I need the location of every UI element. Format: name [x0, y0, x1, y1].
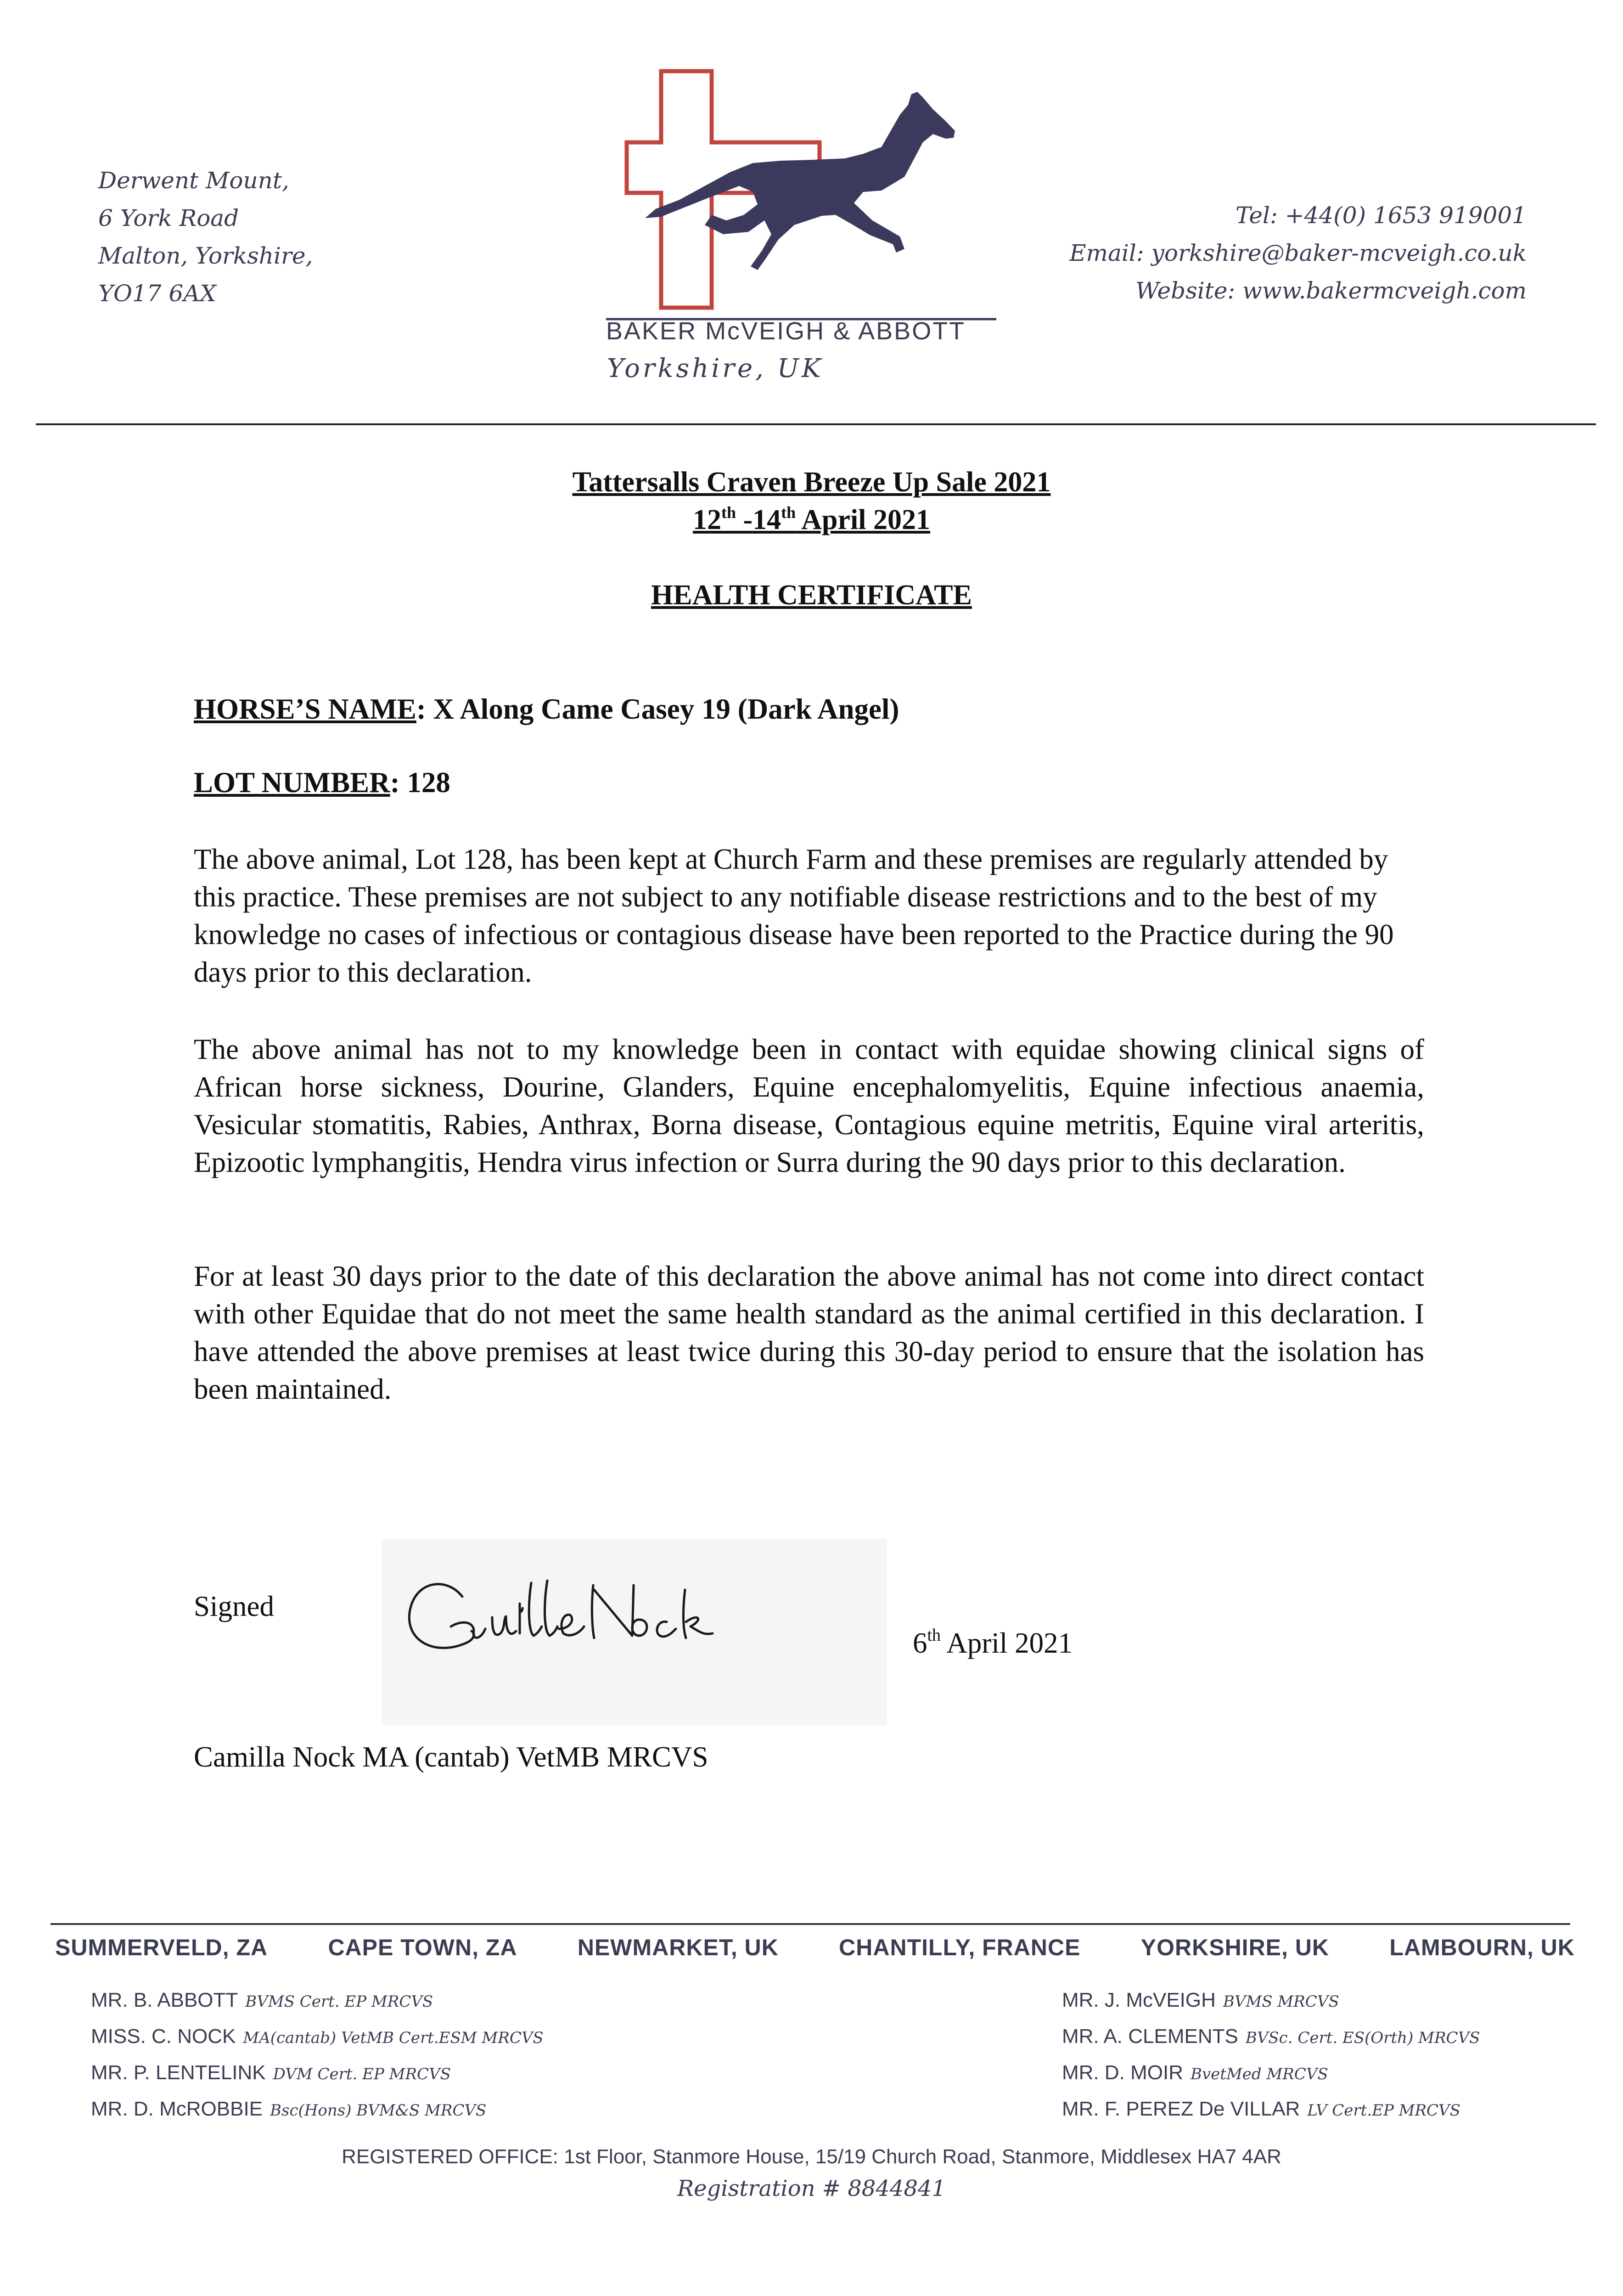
address-line: YO17 6AX [98, 280, 217, 307]
staff-list-right [1062, 1983, 1480, 2128]
isolation-paragraph: For at least 30 days prior to the date of this declaration the above animal has not come into direct contact with other Equidae that do not meet the same health standard as the animal certified in this declaration. I have attended the above premises at least twice during this 30-day period to ensure that the isolation has been maintained. [194, 1260, 1424, 1405]
staff-qualifications: BvetMed MRCVS [1190, 2065, 1328, 2083]
horse-name-value: : X Along Came Casey 19 (Dark Angel) [416, 693, 899, 725]
staff-qualifications: LV Cert.EP MRCVS [1307, 2101, 1460, 2120]
office-location: SUMMERVELD, ZA [55, 1935, 268, 1960]
staff-qualifications: MA(cantab) VetMB Cert.ESM MRCVS [243, 2029, 544, 2047]
office-locations [55, 1934, 1575, 1961]
signature-stroke [409, 1581, 713, 1648]
registered-office: REGISTERED OFFICE: 1st Floor, Stanmore House, 15/19 Church Road, Stanmore, Middlesex HA7 4AR [342, 2145, 1281, 2168]
website-link[interactable]: Website: www.bakermcveigh.com [1135, 277, 1527, 304]
lot-number-value: : 128 [390, 766, 450, 799]
staff-name: MR. P. LENTELINK [91, 2061, 266, 2084]
date-end-suffix: th [781, 503, 796, 522]
signature-date [913, 1626, 1073, 1660]
date-rest: April 2021 [796, 504, 930, 535]
disease-contact-paragraph: The above animal has not to my knowledge been in contact with equidae showing clinical signs of African horse sickness, Dourine, Glanders, Equine encephalomyelitis, Equine infectious anaemia, Vesicular stomatitis, Rabies, Anthrax, Borna disease, Contagious equine metritis, Equine viral arteritis, Epizootic lymphangitis, Hendra virus infection or Surra during the 90 days prior to this declaration. [194, 1033, 1424, 1178]
footer-divider [51, 1923, 1570, 1925]
sale-dates [0, 501, 1623, 538]
staff-name: MR. D. McROBBIE [91, 2098, 263, 2120]
address-line: Malton, Yorkshire, [98, 242, 313, 269]
date-start-suffix: th [721, 503, 736, 522]
sign-date-day: 6 [913, 1627, 927, 1659]
practice-contact [1069, 197, 1527, 310]
sign-date-suffix: th [927, 1626, 941, 1645]
staff-entry [1062, 2055, 1480, 2092]
horse-name-field [194, 692, 899, 726]
header-divider [36, 423, 1596, 425]
practice-address [98, 162, 313, 312]
staff-entry [91, 2055, 544, 2092]
premises-paragraph: The above animal, Lot 128, has been kept at Church Farm and these premises are regularly attended by this practice. These premises are not subject to any notifiable disease restrictions and to the best of my knowledge no cases of infectious or contagious disease have been reported to the Practice during the 90 days prior to this declaration. [194, 843, 1394, 988]
staff-name: MR. D. MOIR [1062, 2061, 1183, 2084]
horse-icon [645, 92, 955, 270]
practice-logo [606, 69, 996, 321]
horse-name-label: HORSE’S NAME [194, 693, 416, 725]
office-location: YORKSHIRE, UK [1140, 1935, 1330, 1960]
staff-entry [1062, 2019, 1480, 2055]
lot-number-label: LOT NUMBER [194, 766, 390, 799]
registration-number: Registration # 8844841 [677, 2176, 946, 2201]
office-location: CHANTILLY, FRANCE [839, 1935, 1081, 1960]
sign-date-rest: April 2021 [941, 1627, 1073, 1659]
firm-name: BAKER McVEIGH & ABBOTT [606, 317, 966, 345]
staff-name: MR. F. PEREZ De VILLAR [1062, 2098, 1300, 2120]
date-end-day: 14 [753, 504, 781, 535]
date-separator: - [736, 504, 753, 535]
staff-name: MR. A. CLEMENTS [1062, 2025, 1238, 2048]
staff-qualifications: Bsc(Hons) BVM&S MRCVS [270, 2101, 487, 2120]
staff-qualifications: BVSc. Cert. ES(Orth) MRCVS [1245, 2029, 1480, 2047]
office-location: CAPE TOWN, ZA [328, 1935, 517, 1960]
certificate-heading: HEALTH CERTIFICATE [651, 580, 972, 611]
staff-qualifications: BVMS MRCVS [1223, 1992, 1339, 2011]
staff-entry [1062, 2092, 1480, 2128]
firm-location: Yorkshire, UK [607, 354, 824, 383]
date-start-day: 12 [693, 504, 721, 535]
signed-label: Signed [194, 1590, 275, 1622]
address-line: 6 York Road [98, 205, 239, 231]
lot-number-field [194, 766, 450, 799]
address-line: Derwent Mount, [98, 167, 289, 194]
staff-entry [91, 2092, 544, 2128]
staff-name: MISS. C. NOCK [91, 2025, 236, 2048]
staff-entry [91, 2019, 544, 2055]
staff-name: MR. B. ABBOTT [91, 1989, 238, 2011]
staff-name: MR. J. McVEIGH [1062, 1989, 1216, 2011]
office-location: LAMBOURN, UK [1389, 1935, 1575, 1960]
signer-name: Camilla Nock MA (cantab) VetMB MRCVS [194, 1741, 708, 1773]
signature [382, 1539, 887, 1725]
email-address[interactable]: Email: yorkshire@baker-mcveigh.co.uk [1069, 240, 1527, 266]
sale-title: Tattersalls Craven Breeze Up Sale 2021 [572, 467, 1051, 498]
staff-entry [91, 1983, 544, 2019]
staff-list-left [91, 1983, 544, 2128]
staff-entry [1062, 1983, 1480, 2019]
staff-qualifications: DVM Cert. EP MRCVS [273, 2065, 451, 2083]
phone-number: Tel: +44(0) 1653 919001 [1235, 202, 1527, 229]
staff-qualifications: BVMS Cert. EP MRCVS [245, 1992, 433, 2011]
office-location: NEWMARKET, UK [577, 1935, 779, 1960]
